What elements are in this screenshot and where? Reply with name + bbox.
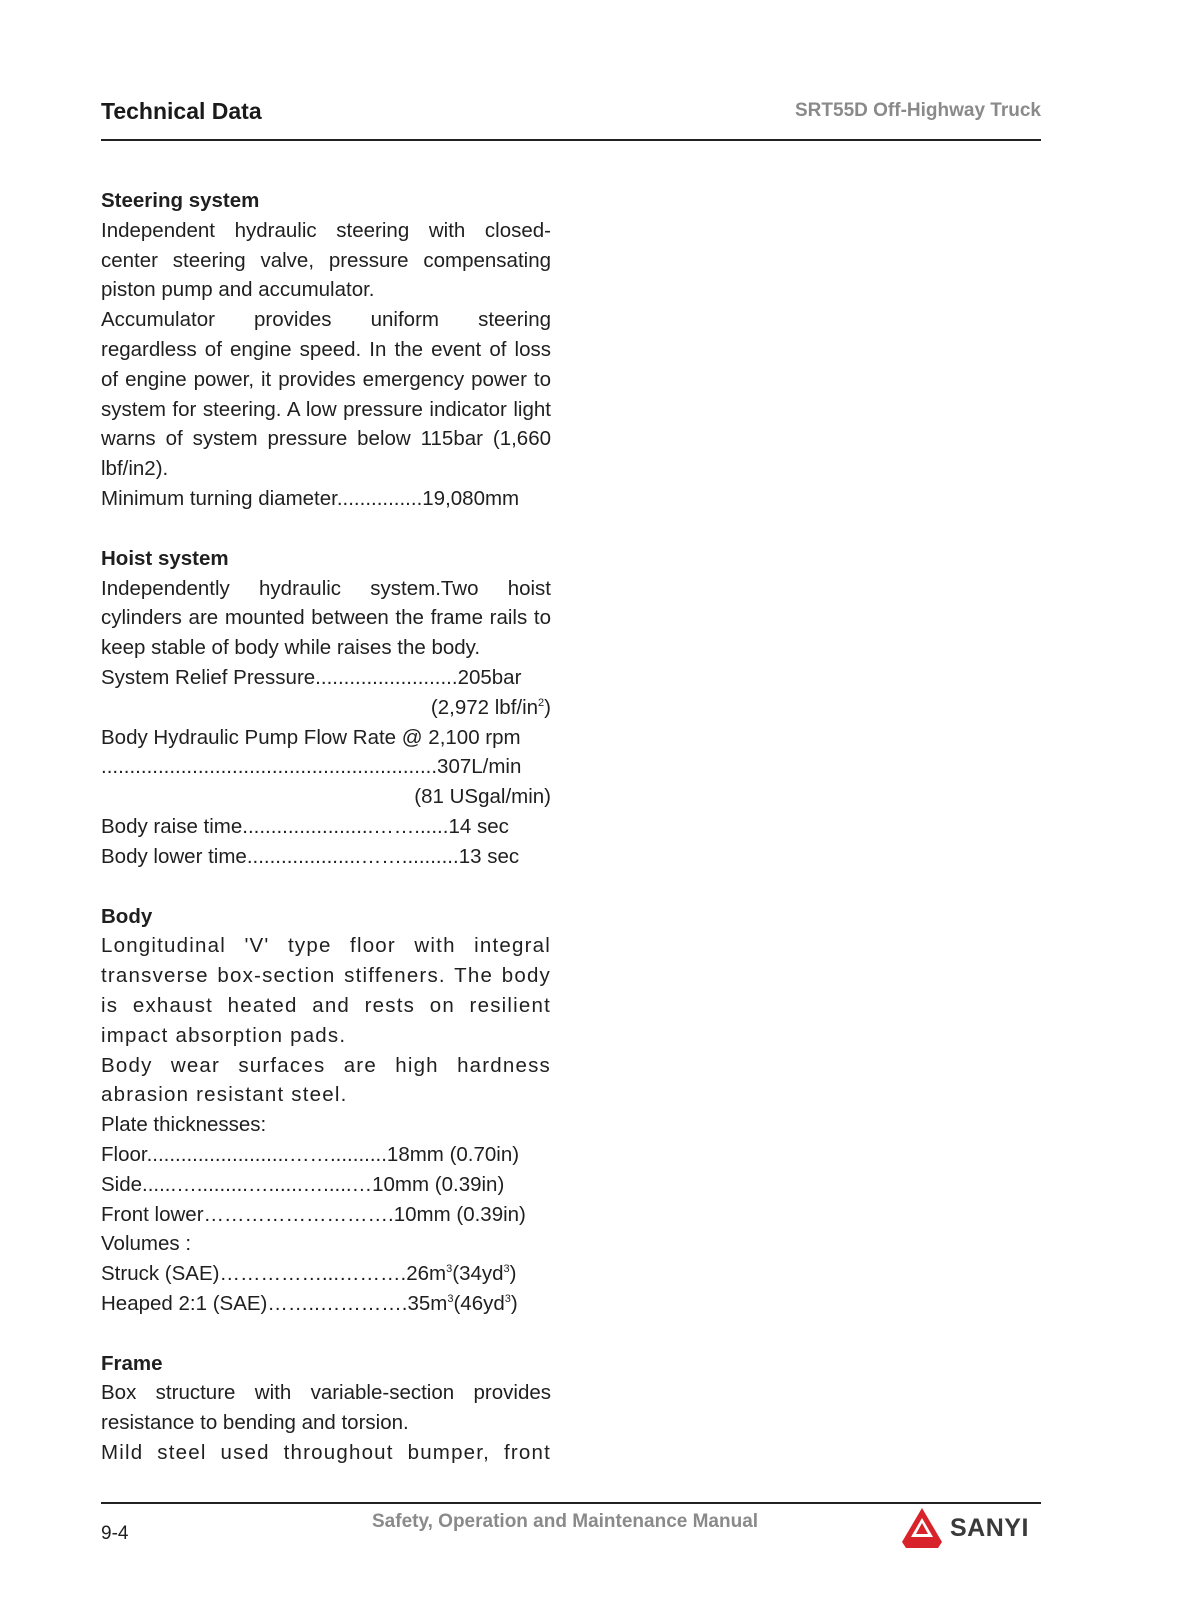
spec-turning-diameter: Minimum turning diameter...............19,080mm (101, 486, 520, 510)
hoist-paragraph-1: Independently hydraulic system.Two hoist cylinders are mounted between the frame rails to keep stable of body while raises the body. (101, 576, 551, 660)
steering-paragraph-2: Accumulator provides uniform steering regardless of engine speed. In the event of loss of engine power, it provides emergency power to system for steering. A low pressure indicator light warns of system pressure below 115bar (1,660 lbf/in2). (101, 308, 551, 481)
spec-pump-flow-value: ...........................................................307L/min (101, 755, 522, 779)
brand-name: SANYI (950, 1513, 1029, 1542)
spec-side-thickness: Side......….........…......….....…10mm (0.39in) (101, 1172, 505, 1196)
page-number: 9-4 (101, 1523, 129, 1544)
frame-paragraph-2: Mild steel used throughout bumper, front (101, 1441, 551, 1465)
header-divider (101, 139, 1041, 141)
spec-floor-thickness: Floor.........................……..........18mm (0.70in) (101, 1142, 520, 1166)
frame-paragraph-1: Box structure with variable-section provides resistance to bending and torsion. (101, 1381, 551, 1435)
spec-body-raise-time: Body raise time.......................……......14 sec (101, 814, 509, 838)
steering-paragraph-1: Independent hydraulic steering with closed-center steering valve, pressure compensating piston pump and accumulator. (101, 218, 551, 302)
content-column (101, 186, 551, 1468)
spec-struck-volume: Struck $(SAE)\dots\dots\dots\dots\dots...\dots\dots\dots.26m^3(34yd^3)$ (101, 1262, 517, 1286)
spec-heaped-volume: Heaped 2:1 $(SAE)\dots\dots..\dots\dots\dots\dots.35m^3(46yd^3)$ (101, 1291, 518, 1315)
spec-pump-flow-imperial: (81 USgal/min) (414, 785, 551, 809)
manual-title: Safety, Operation and Maintenance Manual (372, 1511, 759, 1532)
body-paragraph-2: Body wear surfaces are high hardness abrasion resistant steel. (101, 1053, 551, 1107)
volumes-label: Volumes : (101, 1232, 192, 1256)
section-title-frame: Frame (101, 1351, 163, 1375)
footer-divider (101, 1502, 1041, 1504)
spec-pump-flow-label: Body Hydraulic Pump Flow Rate @ 2,100 rpm (101, 725, 521, 749)
sanyi-logo (900, 1506, 1029, 1550)
section-title-steering: Steering system (101, 189, 260, 212)
section-title-hoist: Hoist system (101, 546, 229, 570)
page-title: Technical Data (101, 98, 262, 124)
sanyi-logo-icon (900, 1506, 944, 1550)
spec-relief-pressure-imperial: (2,972 lbf/$in^2$) (430, 695, 551, 719)
spec-front-lower-thickness: Front lower……………………….10mm (0.39in) (101, 1202, 526, 1226)
plate-thickness-label: Plate thicknesses: (101, 1113, 267, 1137)
product-name: SRT55D Off-Highway Truck (795, 100, 1041, 121)
section-title-body: Body (101, 904, 153, 928)
spec-body-lower-time: Body lower time....................……..........13 sec (101, 844, 520, 868)
body-paragraph-1: Longitudinal 'V' type floor with integral transverse box-section stiffeners. The body is exhaust heated and rests on resilient impact absorption pads. (101, 934, 551, 1047)
spec-relief-pressure: System Relief Pressure.........................205bar (101, 665, 522, 689)
